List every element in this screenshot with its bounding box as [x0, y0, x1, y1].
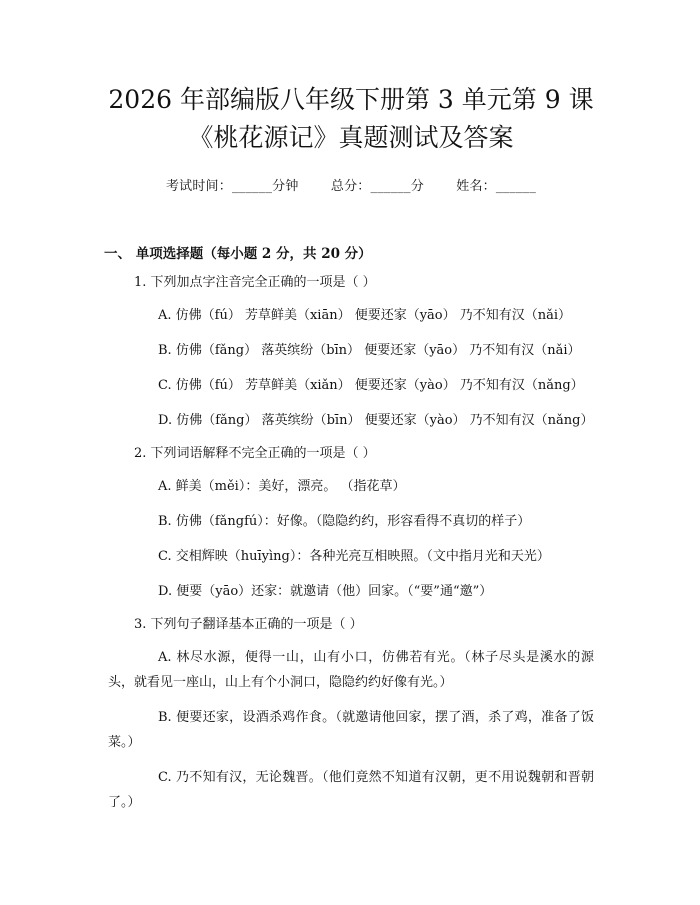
option-b: B. 便要还家，设酒杀鸡作食。（就邀请他回家，摆了酒，杀了鸡，准备了饭菜。）	[108, 710, 594, 750]
option-a: A. 鲜美（měi）：美好，漂亮。 （指花草）	[158, 479, 406, 494]
question-1	[108, 270, 594, 433]
option-b: B. 仿佛（fǎngfú）：好像。（隐隐约约，形容看得不真切的样子）	[158, 514, 531, 529]
question-3	[108, 612, 594, 815]
question-2	[108, 441, 594, 604]
option-d: D. 仿佛（fǎng） 落英缤纷（bīn） 便要还家（yào） 乃不知有汉（nǎng）	[158, 413, 594, 428]
section-heading: 一、 单项选择题（每小题 2 分，共 20 分）	[104, 246, 372, 262]
document-title-line2: 《桃花源记》真题测试及答案	[188, 123, 514, 152]
total-score-field: 总分：______分	[330, 179, 424, 194]
exam-meta	[108, 175, 594, 194]
question-stem: 2. 下列词语解释不完全正确的一项是（ ）	[134, 446, 376, 461]
option-c: C. 仿佛（fú） 芳草鲜美（xiǎn） 便要还家（yào） 乃不知有汉（nǎng）	[158, 378, 584, 393]
question-stem: 1. 下列加点字注音完全正确的一项是（ ）	[134, 275, 376, 290]
option-b: B. 仿佛（fǎng） 落英缤纷（bīn） 便要还家（yāo） 乃不知有汉（nǎi）	[158, 343, 581, 358]
option-a: A. 林尽水源，便得一山，山有小口，仿佛若有光。（林子尽头是溪水的源头，就看见一座山，山上有个小洞口，隐隐约约好像有光。）	[108, 650, 594, 690]
option-d: D. 便要（yāo）还家：就邀请（他）回家。（“要”通“邀”）	[158, 584, 493, 599]
student-name-field: 姓名：______	[456, 179, 537, 194]
document-title-line1: 2026 年部编版八年级下册第 3 单元第 9 课	[108, 85, 594, 114]
option-a: A. 仿佛（fú） 芳草鲜美（xiān） 便要还家（yāo） 乃不知有汉（nǎi）	[158, 308, 572, 323]
option-c: C. 交相辉映（huīyìng）：各种光亮互相映照。（文中指月光和天光）	[158, 549, 550, 564]
option-c: C. 乃不知有汉，无论魏晋。（他们竟然不知道有汉朝，更不用说魏朝和晋朝了。）	[108, 770, 594, 810]
question-stem: 3. 下列句子翻译基本正确的一项是（ ）	[134, 617, 363, 632]
exam-time-field: 考试时间：______分钟	[165, 179, 299, 194]
